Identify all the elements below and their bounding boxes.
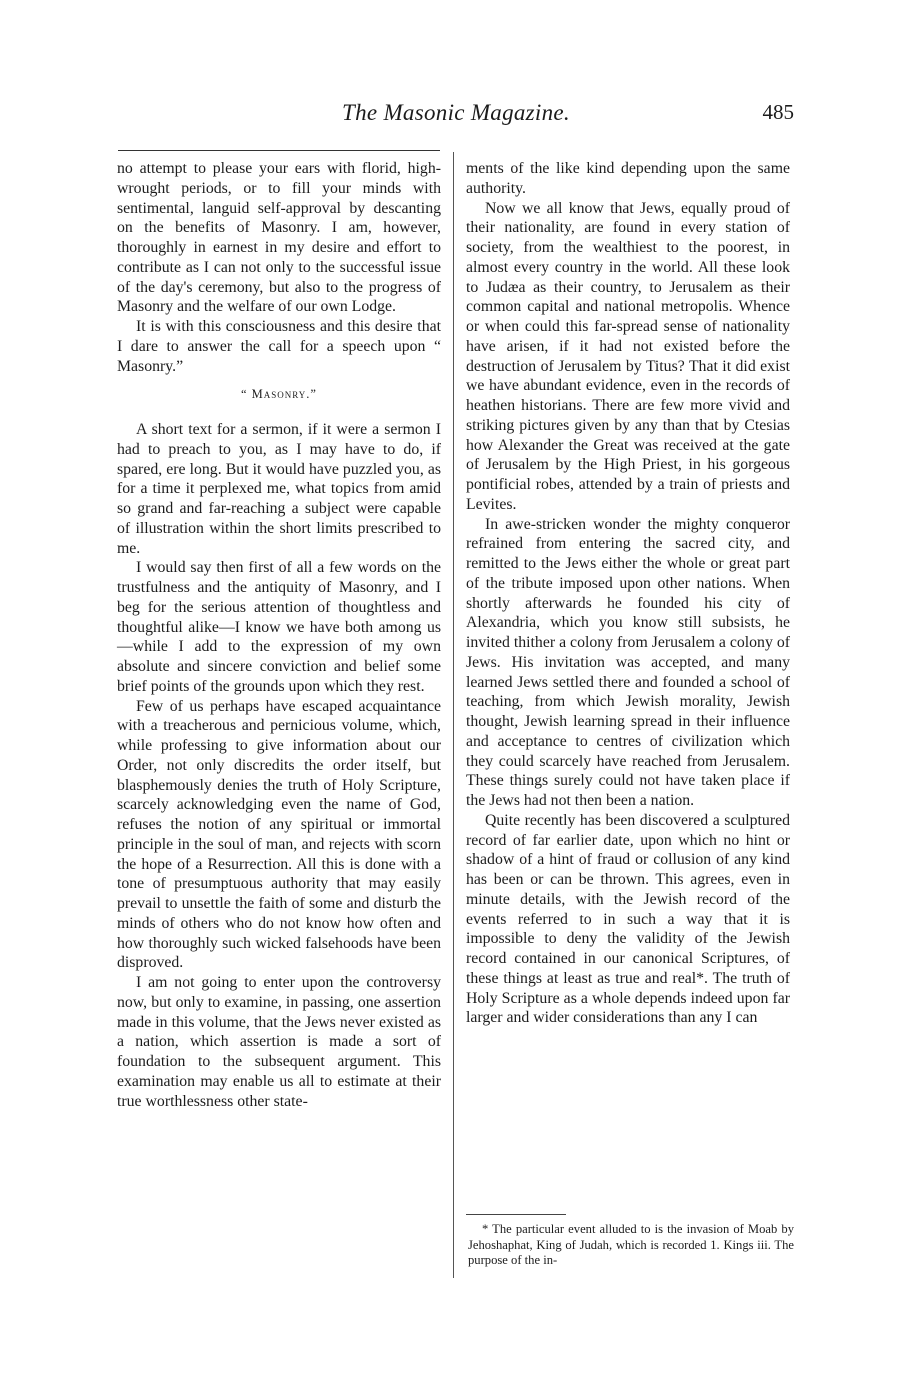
header-rule <box>118 150 440 151</box>
paragraph: I am not going to enter upon the controversy now, but only to examine, in passing, one assertion made in this volume, that the Jews never existed as a nation, which assertion is made a sort of foundation to the subsequent argument. This examination may enable us all to estimate at their true worthlessness other state- <box>117 974 441 1110</box>
paragraph: A short text for a sermon, if it were a sermon I had to preach to you, as I may have to do, if spared, ere long. But it would have puzzled you, as for a time it perplexed me, what topics from amid so grand and far-reaching a subject were capable of illustration within the short limits prescribed to me. <box>117 421 441 557</box>
paragraph: no attempt to please your ears with florid, high-wrought periods, or to fill your minds with sentimental, languid self-approval by descanting on the benefits of Masonry. I am, however, thoroughly in earnest in my desire and effort to contribute as I can not only to the successful issue of the day's ceremony, but also to the progress of Masonry and the welfare of our own Lodge. <box>117 160 441 316</box>
page-number: 485 <box>762 100 794 124</box>
paragraph: Few of us perhaps have escaped acquaintance with a treacherous and pernicious volume, which, while professing to give information about our Order, not only discredits the order itself, but blasphemously denies the truth of Holy Scripture, scarcely acknowledging even the name of God, refuses the notion of any spiritual or immortal principle in the soul of man, and rejects with scorn the hope of a Resurrection. All this is done with a tone of presumptuous authority that may easily prevail to unsettle the faith of some and disturb the minds of others who do not know how often and how thoroughly such wicked falsehoods have been disproved. <box>117 697 441 972</box>
footnote-rule <box>466 1214 566 1215</box>
section-heading: “ Masonry.” <box>241 387 317 402</box>
paragraph: I would say then first of all a few words on the trustfulness and the antiquity of Masonry, and I beg for the serious attention of thoughtless and thoughtful alike—I know we have both among us—while I add to the expression of my own absolute and sincere conviction and belief some brief points of the grounds upon which they rest. <box>117 559 441 695</box>
paragraph: Quite recently has been discovered a sculptured record of far earlier date, upon which no hint or shadow of a hint of fraud or collusion of any kind has been or can be thrown. This agrees, even in minute details, with the Jewish record of the events referred to in such a way that it is impossible to deny the validity of the Jewish record contained in our canonical Scriptures, of these things at least as true and real*. The truth of Holy Scripture as a whole depends indeed upon far larger and wider considerations than any I can <box>466 811 790 1027</box>
footnote-text: * The particular event alluded to is the invasion of Moab by Jehoshaphat, King of Judah, which is recorded 1. Kings iii. The purpose of the in- <box>468 1222 794 1268</box>
right-column <box>466 159 790 1028</box>
paragraph: ments of the like kind depending upon the same authority. <box>466 160 790 197</box>
left-column <box>117 159 441 1111</box>
running-header <box>118 100 794 134</box>
paragraph: In awe-stricken wonder the mighty conqueror refrained from entering the sacred city, and remitted to the Jews either the whole or great part of the tribute imposed upon other nations. When shortly afterwards he founded his city of Alexandria, which you know still subsists, he invited thither a colony from Jerusalem a colony of Jews. His invitation was accepted, and many learned Jews settled there and founded a school of teaching, from which Jewish morality, Jewish thought, Jewish learning spread in their influence and acceptance to centres of civilization which they could scarcely have reached from Jerusalem. These things surely could not have taken place if the Jews had not then been a nation. <box>466 515 790 809</box>
magazine-title: The Masonic Magazine. <box>342 100 570 125</box>
paragraph: Now we all know that Jews, equally proud of their nationality, are found in every station of society, from the wealthiest to the poorest, in almost every country in the world. All these look to Judæa as their country, to Jerusalem as their common capital and national metropolis. Whence or when could this far-spread sense of nationality have arisen, if it had not existed before the destruction of Jerusalem by Titus? That it did exist we have abundant evidence, even in the records of heathen historians. There are few more vivid and striking pictures given by any than that by Ctesias how Alexander the Great was received at the gate of Jerusalem by the High Priest, in his gorgeous pontificial robes, attended by a train of priests and Levites. <box>466 199 790 513</box>
paragraph: It is with this consciousness and this desire that I dare to answer the call for a speech upon “ Masonry.” <box>117 318 441 375</box>
footnote <box>468 1222 794 1269</box>
column-divider <box>453 152 454 1278</box>
